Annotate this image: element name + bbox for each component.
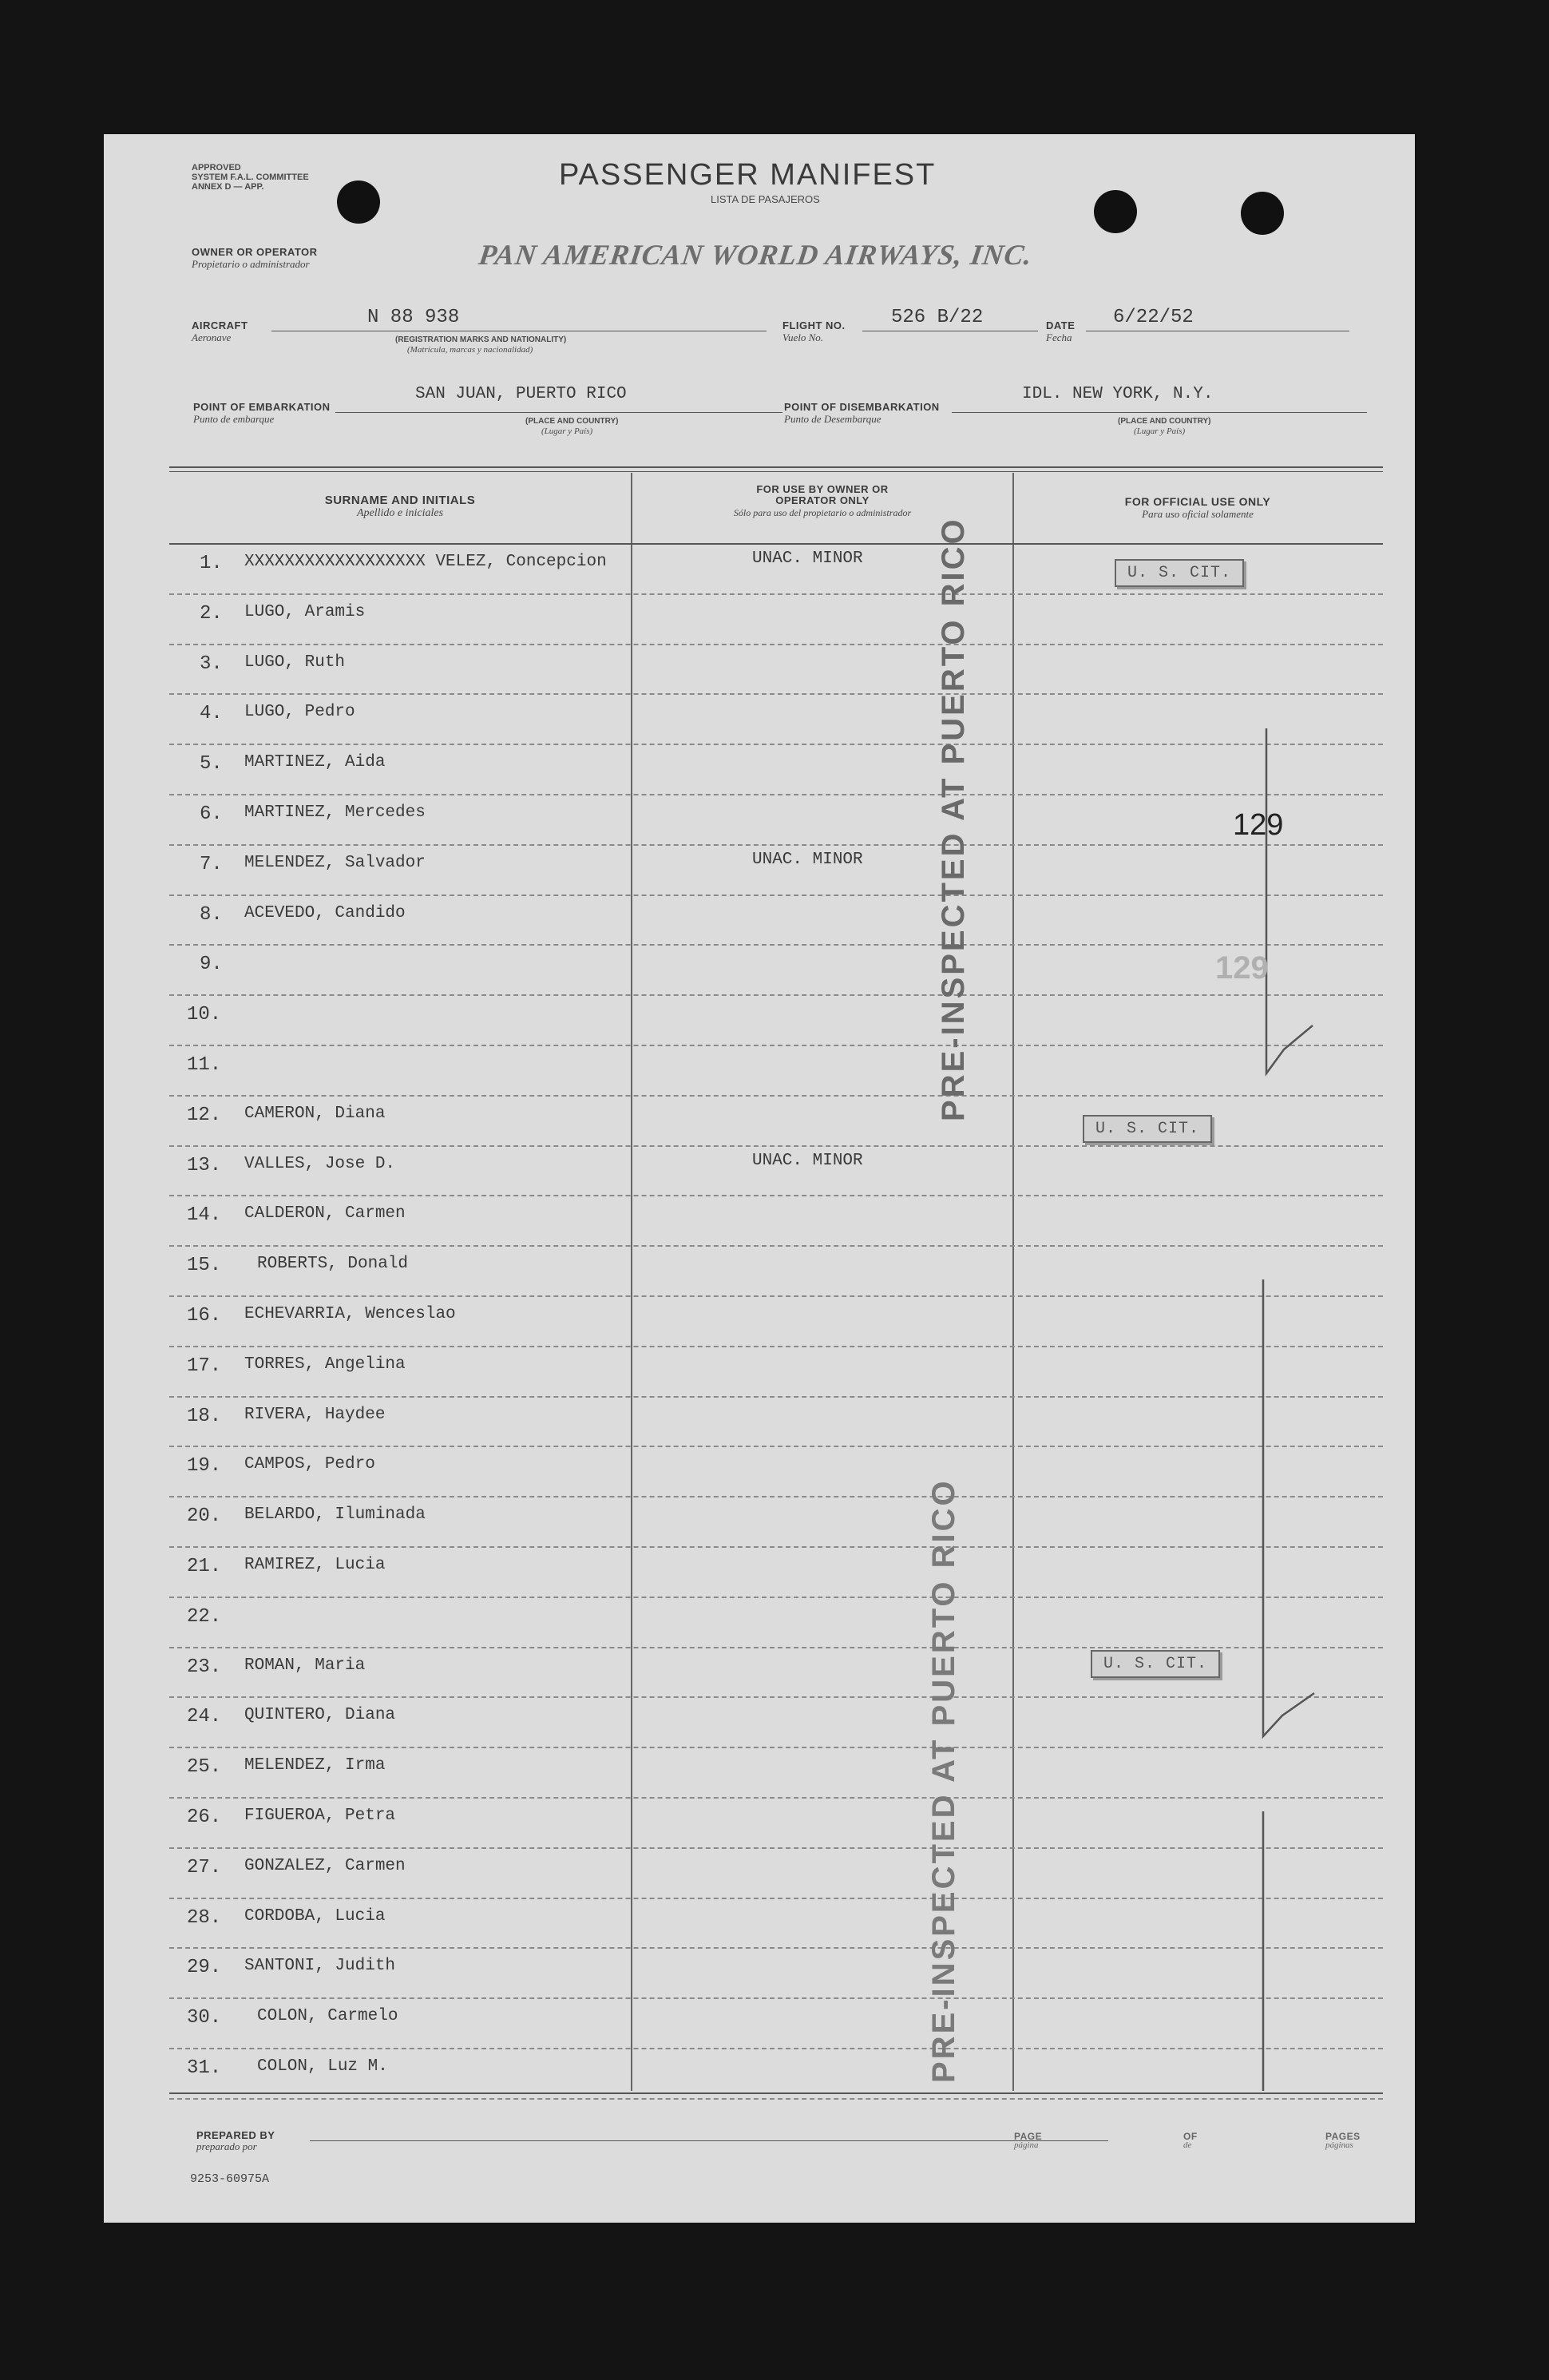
passenger-name: VALLES, Jose D. [244, 1154, 396, 1173]
passenger-name: ACEVEDO, Candido [244, 903, 406, 922]
count-faint: 129 [1215, 950, 1269, 986]
aircraft-value: N 88 938 [367, 307, 460, 328]
row-number: 31. [187, 2057, 222, 2079]
row-divider [169, 2098, 1383, 2100]
row-number: 27. [187, 1856, 222, 1878]
passenger-name: SANTONI, Judith [244, 1957, 396, 1976]
form-subtitle: LISTA DE PASAJEROS [711, 193, 820, 205]
bracket-line [1266, 728, 1313, 1073]
passenger-name: MARTINEZ, Mercedes [244, 803, 426, 822]
punch-hole [1094, 190, 1137, 233]
passenger-name: COLON, Luz M. [257, 2057, 388, 2076]
passenger-name: RAMIREZ, Lucia [244, 1556, 386, 1574]
row-number: 28. [187, 1906, 222, 1929]
passenger-note: UNAC. MINOR [752, 549, 863, 568]
row-number: 1. [200, 553, 223, 574]
col-header-owner: FOR USE BY OWNER OR OPERATOR ONLY Sólo para uso del propietario o administrador [733, 483, 912, 518]
page-label: PAGE [1014, 2131, 1043, 2142]
col-header-official: FOR OFFICIAL USE ONLY Para uso oficial solamente [1124, 495, 1271, 520]
passenger-name: CALDERON, Carmen [244, 1204, 406, 1224]
row-number: 14. [187, 1204, 222, 1227]
row-number: 22. [187, 1605, 222, 1628]
row-number: 12. [187, 1104, 222, 1126]
owner-label-es: Propietario o administrador [192, 258, 310, 270]
date-value: 6/22/52 [1113, 307, 1194, 328]
passenger-name: QUINTERO, Diana [244, 1706, 396, 1725]
of-label-es: de [1183, 2140, 1192, 2150]
us-cit-stamp: U. S. CIT. [1083, 1115, 1212, 1143]
passenger-name: GONZALEZ, Carmen [244, 1856, 406, 1875]
disembarkation-caption: (PLACE AND COUNTRY) [1118, 417, 1211, 426]
punch-hole [337, 180, 380, 224]
count-handwritten: 129 [1233, 808, 1284, 842]
passenger-note: UNAC. MINOR [752, 850, 863, 869]
row-number: 13. [187, 1154, 222, 1176]
col-header-surname: SURNAME AND INITIALS Apellido e iniciales [324, 494, 476, 519]
pages-label: PAGES [1325, 2131, 1361, 2142]
of-label: OF [1183, 2131, 1198, 2142]
punch-hole [1241, 192, 1284, 235]
disembarkation-label-es: Punto de Desembarque [784, 413, 881, 425]
row-number: 15. [187, 1255, 222, 1277]
aircraft-label: AIRCRAFT [192, 319, 248, 331]
embarkation-label: POINT OF EMBARKATION [193, 401, 331, 413]
passenger-name: LUGO, Pedro [244, 703, 355, 722]
form-number: 9253-60975A [190, 2172, 270, 2186]
official-brackets [1014, 473, 1381, 2091]
row-number: 11. [187, 1054, 222, 1076]
prepared-by-label: PREPARED BY [196, 2129, 275, 2141]
disembarkation-caption-es: (Lugar y País) [1134, 426, 1186, 436]
row-number: 19. [187, 1455, 222, 1478]
row-number: 25. [187, 1756, 222, 1779]
passenger-name: MELENDEZ, Salvador [244, 853, 426, 872]
row-number: 16. [187, 1305, 222, 1327]
row-number: 2. [200, 602, 223, 625]
passenger-name: CORDOBA, Lucia [244, 1906, 386, 1926]
flight-label: FLIGHT NO. [782, 319, 846, 331]
row-number: 29. [187, 1957, 222, 1979]
page-label-es: página [1014, 2140, 1039, 2150]
airline-name: PAN AMERICAN WORLD AIRWAYS, INC. [477, 239, 1035, 271]
row-number: 9. [200, 954, 223, 976]
prepared-by-label-es: preparado por [196, 2140, 257, 2152]
us-cit-stamp: U. S. CIT. [1091, 1650, 1220, 1678]
embarkation-label-es: Punto de embarque [193, 413, 275, 425]
row-number: 17. [187, 1355, 222, 1377]
date-label-es: Fecha [1046, 331, 1072, 343]
passenger-name: LUGO, Aramis [244, 602, 366, 621]
owner-label: OWNER OR OPERATOR [192, 246, 318, 258]
preinspected-stamp: PRE-INSPECTED AT PUERTO RICO [926, 1478, 961, 2083]
aircraft-caption: (REGISTRATION MARKS AND NATIONALITY) [395, 335, 567, 344]
passenger-note: UNAC. MINOR [752, 1151, 863, 1170]
approval-note: APPROVED SYSTEM F.A.L. COMMITTEE ANNEX D — APP. [192, 163, 309, 192]
manifest-sheet [104, 134, 1415, 2223]
passenger-name: ROBERTS, Donald [257, 1255, 409, 1274]
flight-value: 526 B/22 [891, 307, 984, 328]
date-label: DATE [1046, 319, 1076, 331]
row-number: 24. [187, 1706, 222, 1728]
flight-label-es: Vuelo No. [782, 331, 824, 343]
passenger-name: RIVERA, Haydee [244, 1405, 386, 1424]
passenger-name: LUGO, Ruth [244, 653, 346, 672]
bracket-line [1263, 1811, 1314, 2091]
row-number: 4. [200, 703, 223, 725]
bracket-line [1263, 1279, 1314, 1736]
passenger-name: MELENDEZ, Irma [244, 1756, 386, 1775]
aircraft-label-es: Aeronave [192, 331, 232, 343]
passenger-name: FIGUEROA, Petra [244, 1807, 396, 1825]
pages-label-es: páginas [1325, 2140, 1353, 2150]
passenger-name: BELARDO, Iluminada [244, 1505, 426, 1525]
row-number: 23. [187, 1656, 222, 1678]
disembarkation-label: POINT OF DISEMBARKATION [784, 401, 940, 413]
aircraft-caption-es: (Matrícula, marcas y nacionalidad) [407, 345, 533, 355]
form-title: PASSENGER MANIFEST [559, 158, 937, 192]
embarkation-caption: (PLACE AND COUNTRY) [525, 417, 619, 426]
row-number: 10. [187, 1004, 222, 1026]
row-number: 20. [187, 1505, 222, 1528]
row-number: 21. [187, 1556, 222, 1577]
passenger-name: TORRES, Angelina [244, 1355, 406, 1374]
passenger-name: CAMPOS, Pedro [244, 1455, 375, 1474]
passenger-name: COLON, Carmelo [257, 2007, 398, 2026]
passenger-name: XXXXXXXXXXXXXXXXXX VELEZ, Concepcion [244, 553, 607, 571]
row-number: 3. [200, 653, 223, 675]
disembarkation-value: IDL. NEW YORK, N.Y. [1022, 385, 1214, 403]
row-number: 6. [200, 803, 223, 825]
passenger-name: MARTINEZ, Aida [244, 753, 386, 772]
row-number: 8. [200, 903, 223, 926]
row-number: 18. [187, 1405, 222, 1427]
passenger-name: ECHEVARRIA, Wenceslao [244, 1305, 456, 1323]
preinspected-stamp: PRE-INSPECTED AT PUERTO RICO [936, 517, 971, 1121]
us-cit-stamp: U. S. CIT. [1115, 559, 1244, 587]
row-number: 26. [187, 1807, 222, 1828]
row-number: 7. [200, 853, 223, 875]
passenger-name: ROMAN, Maria [244, 1656, 366, 1675]
passenger-name: CAMERON, Diana [244, 1104, 386, 1123]
row-number: 30. [187, 2007, 222, 2029]
embarkation-caption-es: (Lugar y País) [541, 426, 593, 436]
embarkation-value: SAN JUAN, PUERTO RICO [415, 385, 627, 403]
row-number: 5. [200, 753, 223, 775]
